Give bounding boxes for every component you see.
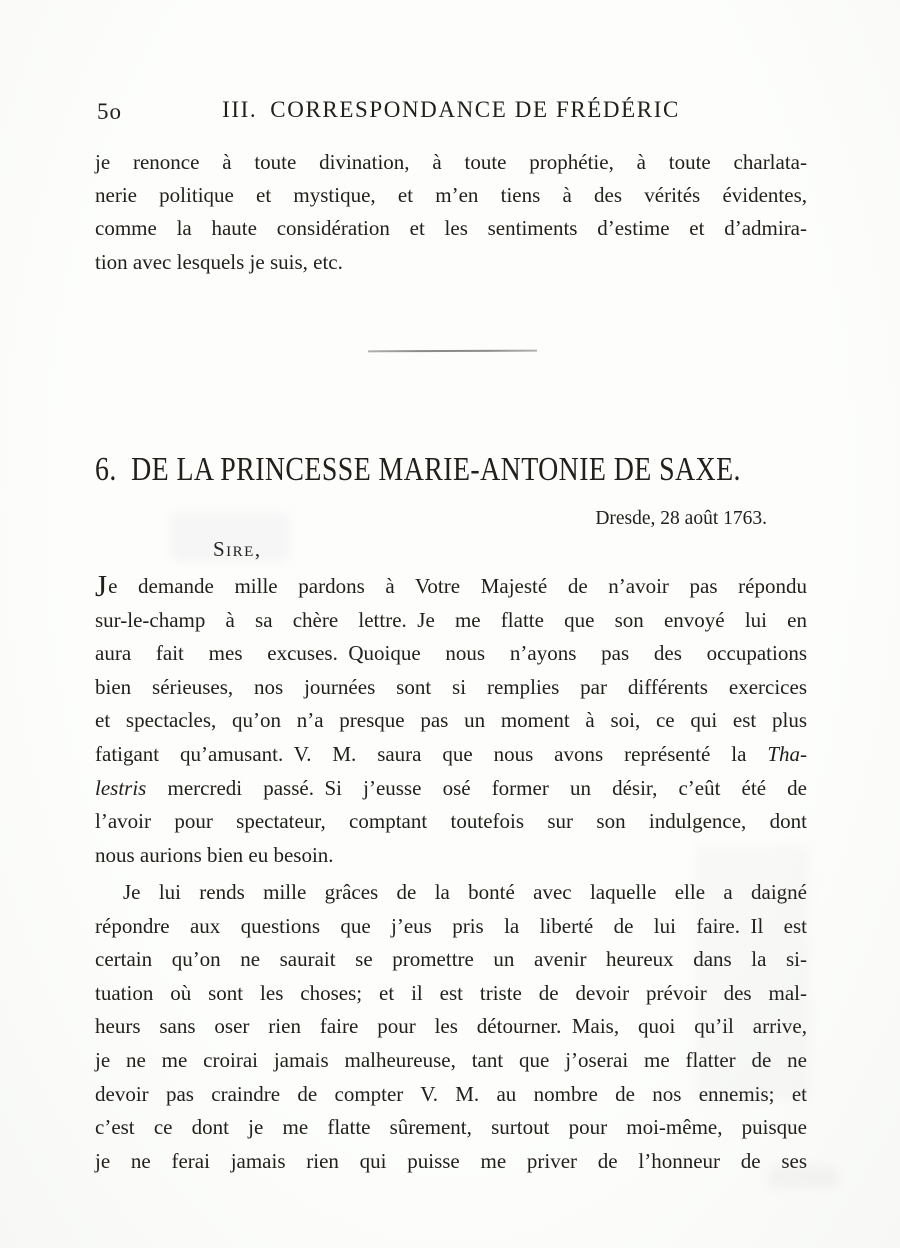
letter-paragraph-2 (95, 876, 807, 1178)
text-line: et spectacles, qu’on n’a presque pas un moment à soi, ce qui est plus (95, 708, 807, 733)
text-line: tuation où sont les choses; et il est triste de devoir prévoir des mal- (95, 980, 807, 1005)
text-line: aura fait mes excuses. Quoique nous n’ayons pas des occupations (95, 641, 807, 666)
text-line: Je lui rends mille grâces de la bonté avec laquelle elle a daigné (123, 880, 807, 904)
text-line: tion avec lesquels je suis, etc. (95, 249, 343, 274)
closing-paragraph-previous-letter (95, 146, 807, 279)
text-line: fatigant qu’amusant. V. M. saura que nous avons représenté la Tha- (95, 741, 807, 766)
page-number: 5o (97, 99, 122, 124)
letter-heading: 6. DE LA PRINCESSE MARIE-ANTONIE DE SAXE. (95, 451, 741, 488)
text-line: nous aurions bien eu besoin. (95, 842, 334, 867)
text-line: je ne me croirai jamais malheureuse, tant que j’oserai me flatter de ne (95, 1047, 807, 1072)
text-line: nerie politique et mystique, et m’en tiens à des vérités évidentes, (95, 183, 807, 208)
running-head (95, 97, 807, 129)
dateline: Dresde, 28 août 1763. (595, 508, 767, 529)
text-line: lestris mercredi passé. Si j’eusse osé former un désir, c’eût été de (95, 775, 807, 800)
running-title: III. CORRESPONDANCE DE FRÉDÉRIC (222, 97, 680, 122)
salutation: Sire, (213, 537, 262, 561)
text-line: je renonce à toute divination, à toute prophétie, à toute charlata- (95, 150, 807, 174)
text-line: devoir pas craindre de compter V. M. au nombre de nos ennemis; et (95, 1081, 807, 1106)
text-line: certain qu’on ne saurait se promettre un avenir heureux dans la si- (95, 947, 807, 972)
text-line: Je demande mille pardons à Votre Majesté de n’avoir pas répondu (95, 568, 807, 603)
section-divider-rule (368, 350, 537, 353)
text-line: comme la haute considération et les sentiments d’estime et d’admira- (95, 216, 807, 241)
text-line: répondre aux questions que j’eus pris la liberté de lui faire. Il est (95, 913, 807, 938)
text-line: je ne ferai jamais rien qui puisse me priver de l’honneur de ses (95, 1148, 807, 1173)
text-line: bien sérieuses, nos journées sont si remplies par différents exercices (95, 674, 807, 699)
drop-initial: J (95, 568, 109, 603)
letter-paragraph-1 (95, 570, 807, 872)
text-line: l’avoir pour spectateur, comptant toutefois sur son indulgence, dont (95, 809, 807, 834)
text-line: heurs sans oser rien faire pour les détourner. Mais, quoi qu’il arrive, (95, 1014, 807, 1039)
text-line: sur-le-champ à sa chère lettre. Je me flatte que son envoyé lui en (95, 607, 807, 632)
text-line: c’est ce dont je me flatte sûrement, surtout pour moi-même, puisque (95, 1115, 807, 1140)
